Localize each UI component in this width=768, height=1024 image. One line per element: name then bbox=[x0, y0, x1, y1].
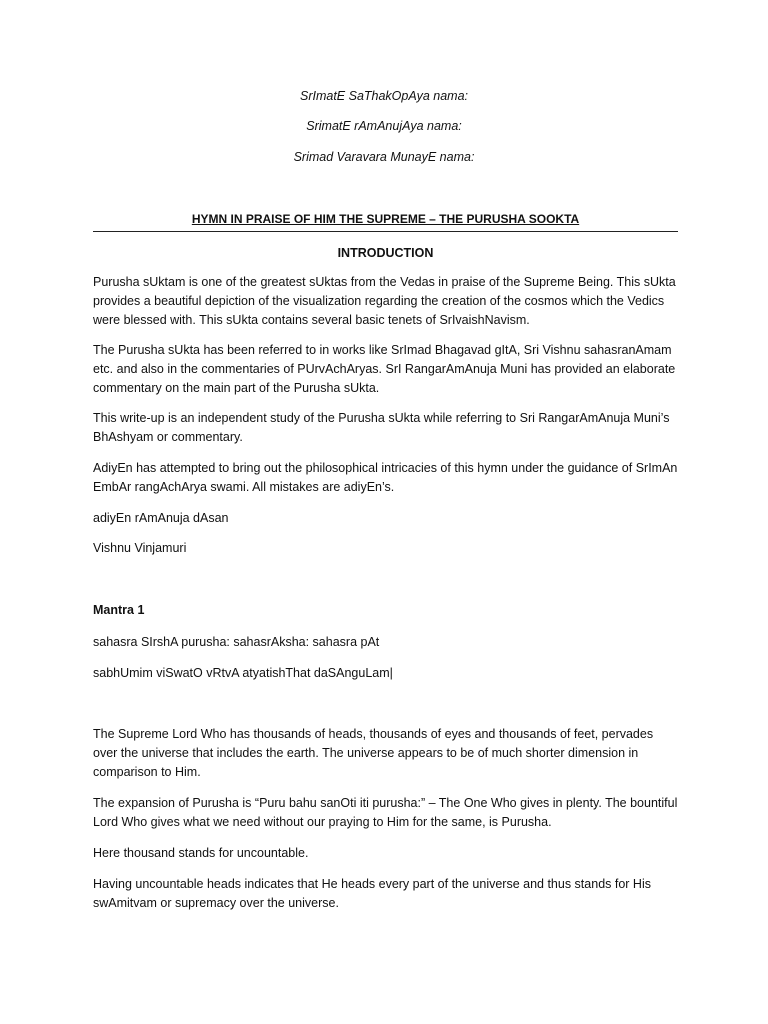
intro-paragraph-1: Purusha sUktam is one of the greatest sUktas from the Vedas in praise of the Supreme Being. This sUkta provides a beautiful depiction of the visualization regarding the creation of the cosmos which the Vedics were blessed with. This sUkta contains several basic tenets of SrIvaishNavism. bbox=[93, 275, 676, 327]
document-title: HYMN IN PRAISE OF HIM THE SUPREME – THE PURUSHA SOOKTA bbox=[191, 212, 580, 226]
commentary-paragraph-1: The Supreme Lord Who has thousands of heads, thousands of eyes and thousands of feet, pervades over the universe that includes the earth. The universe appears to be of much shorter dimension in comparison to Him. bbox=[93, 727, 654, 779]
invocation-line-1: SrImatE SaThakOpAya nama: bbox=[299, 89, 469, 103]
intro-paragraph-4: AdiyEn has attempted to bring out the philosophical intricacies of this hymn under the guidance of SrImAn EmbAr rangAchArya swami. All mistakes are adiyEn’s. bbox=[93, 461, 678, 494]
mantra-line-1: sahasra SIrshA purusha: sahasrAksha: sahasra pAt bbox=[93, 635, 380, 649]
signature-line-1: adiyEn rAmAnuja dAsan bbox=[93, 511, 229, 525]
commentary-paragraph-4: Having uncountable heads indicates that He heads every part of the universe and thus stands for His swAmitvam or supremacy over the universe. bbox=[93, 877, 651, 910]
mantra-line-2: sabhUmim viSwatO vRtvA atyatishThat daSAnguLam| bbox=[93, 666, 393, 680]
invocation-line-2: SrimatE rAmAnujAya nama: bbox=[306, 119, 462, 133]
invocation-line-3: Srimad Varavara MunayE nama: bbox=[293, 150, 475, 164]
title-divider bbox=[93, 231, 678, 232]
commentary-paragraph-2: The expansion of Purusha is “Puru bahu sanOti iti purusha:” – The One Who gives in plenty. The bountiful Lord Who gives what we need without our praying to Him for the same, is Purusha. bbox=[93, 796, 678, 829]
mantra-heading: Mantra 1 bbox=[93, 603, 145, 617]
section-heading-introduction: INTRODUCTION bbox=[337, 246, 434, 260]
intro-paragraph-3: This write-up is an independent study of the Purusha sUkta while referring to Sri RangarAmAnuja Muni’s BhAshyam or commentary. bbox=[93, 411, 670, 444]
intro-paragraph-2: The Purusha sUkta has been referred to in works like SrImad Bhagavad gItA, Sri Vishnu sahasranAmam etc. and also in the commentaries of PUrvAchAryas. SrI RangarAmAnuja Muni has provided an elaborate commentary on the main part of the Purusha sUkta. bbox=[93, 343, 676, 395]
signature-line-2: Vishnu Vinjamuri bbox=[93, 541, 187, 555]
commentary-paragraph-3: Here thousand stands for uncountable. bbox=[93, 846, 309, 860]
